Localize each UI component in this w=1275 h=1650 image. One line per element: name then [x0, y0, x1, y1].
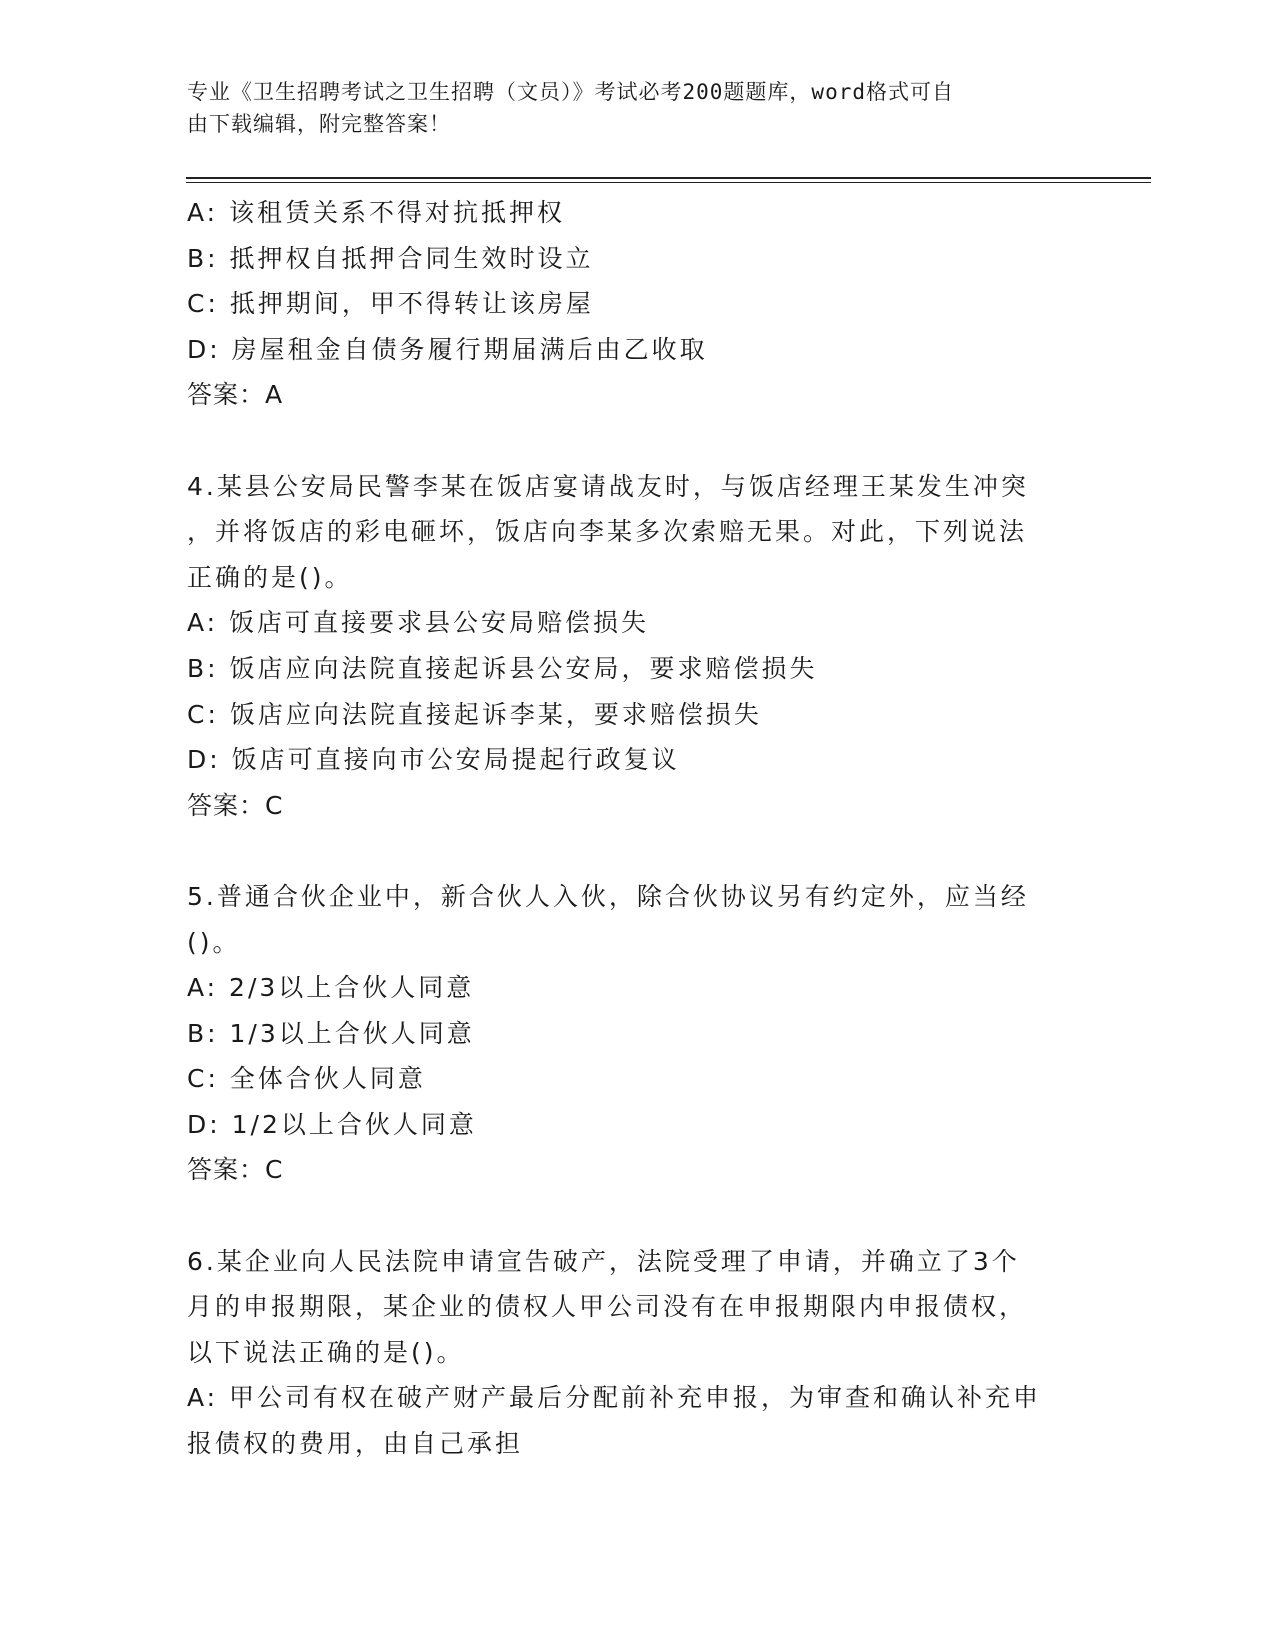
answer: 答案：C	[187, 790, 284, 820]
spacer	[187, 418, 1067, 464]
option-a: A: 甲公司有权在破产财产最后分配前补充申报，为审查和确认补充申	[187, 1383, 1042, 1413]
option-c: C: 全体合伙人同意	[187, 1064, 426, 1094]
document-body	[187, 190, 1067, 1467]
header-line-2: 由下载编辑，附完整答案！	[187, 112, 451, 136]
header-divider-thin	[186, 182, 1151, 183]
option-a: A: 该租赁关系不得对抗抵押权	[187, 198, 566, 227]
option-c: C: 饭店应向法院直接起诉李某，要求赔偿损失	[187, 699, 762, 729]
question-5	[187, 874, 1067, 1193]
option-b: B: 1/3以上合伙人同意	[187, 1018, 475, 1048]
question-stem-line: 6.某企业向人民法院申请宣告破产，法院受理了申请，并确立了3个	[187, 1246, 1020, 1276]
option-a-continued: 报债权的费用，由自己承担	[187, 1429, 524, 1459]
option-a: A: 饭店可直接要求县公安局赔偿损失	[187, 608, 650, 638]
spacer	[187, 1193, 1067, 1239]
answer: 答案：A	[187, 380, 284, 410]
document-header	[187, 76, 1067, 140]
question-6	[187, 1239, 1067, 1467]
option-b: B: 抵押权自抵押合同生效时设立	[187, 243, 594, 273]
spacer	[187, 828, 1067, 874]
header-divider-thick	[186, 177, 1151, 179]
header-line-1: 专业《卫生招聘考试之卫生招聘（文员）》考试必考200题题库，word格式可自	[187, 80, 954, 104]
question-stem-line: 正确的是()。	[187, 562, 353, 592]
question-stem-line: 4.某县公安局民警李某在饭店宴请战友时，与饭店经理王某发生冲突	[187, 471, 1029, 501]
question-stem-line: 以下说法正确的是()。	[187, 1337, 465, 1367]
option-d: D: 1/2以上合伙人同意	[187, 1109, 477, 1139]
option-a: A: 2/3以上合伙人同意	[187, 973, 475, 1003]
question-stem-line: 5.普通合伙企业中，新合伙人入伙，除合伙协议另有约定外，应当经	[187, 881, 1029, 911]
option-d: D: 饭店可直接向市公安局提起行政复议	[187, 745, 680, 775]
option-d: D: 房屋租金自债务履行期届满后由乙收取	[187, 334, 708, 364]
question-4	[187, 464, 1067, 829]
question-stem-line: ，并将饭店的彩电砸坏，饭店向李某多次索赔无果。对此，下列说法	[187, 517, 1028, 547]
question-stem-line: ()。	[187, 927, 241, 957]
question-3	[187, 190, 1067, 418]
option-c: C: 抵押期间，甲不得转让该房屋	[187, 289, 594, 319]
answer: 答案：C	[187, 1155, 284, 1185]
question-stem-line: 月的申报期限，某企业的债权人甲公司没有在申报期限内申报债权，	[187, 1292, 1028, 1322]
option-b: B: 饭店应向法院直接起诉县公安局，要求赔偿损失	[187, 653, 818, 683]
